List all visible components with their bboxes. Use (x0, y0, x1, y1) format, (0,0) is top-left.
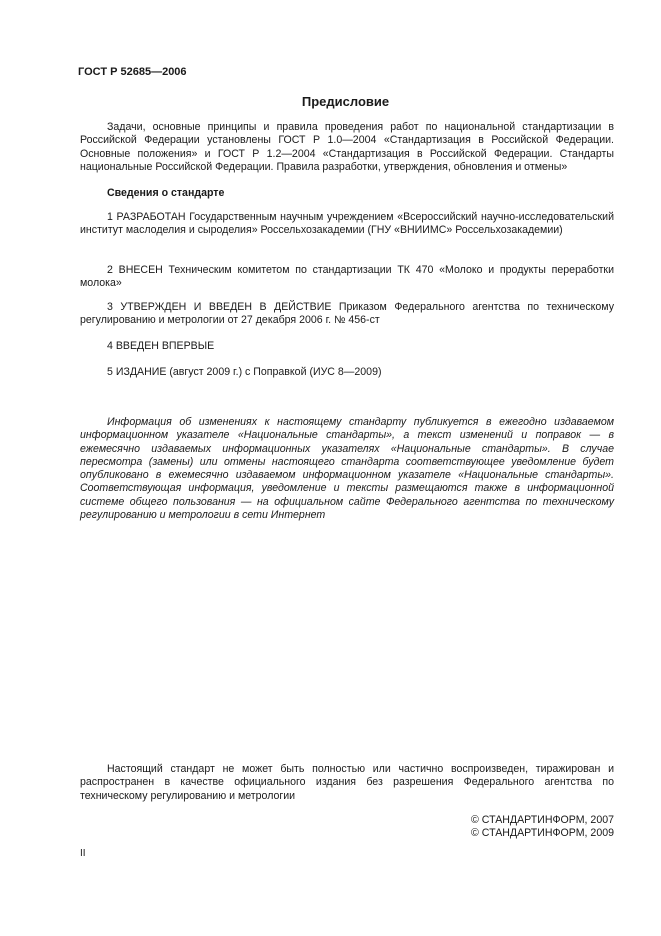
list-item: 3 УТВЕРЖДЕН И ВВЕДЕН В ДЕЙСТВИЕ Приказом Федерального агентства по техническому регулированию и метрологии от 27 декабря 2006 г. № 456-ст (80, 301, 614, 327)
copyright-block (471, 814, 614, 841)
info-paragraph (80, 416, 614, 522)
intro-text: Задачи, основные принципы и правила проведения работ по национальной стандартизации в Российской Федерации установлены ГОСТ Р 1.0—2004 «Стандартизация в Российской Федерации. Основные положения» и ГОСТ Р 1.2—2004 «Стандартизация в Российской Федерации. Стандарты национальные Российской Федерации. Правила разработки, утверждения, обновления и отмены» (80, 121, 614, 173)
list-item: 5 ИЗДАНИЕ (август 2009 г.) с Поправкой (ИУС 8—2009) (107, 366, 382, 378)
notice-paragraph (80, 763, 614, 803)
info-text: Информация об изменениях к настоящему стандарту публикуется в ежегодно издаваемом информационном указателе «Национальные стандарты», а текст изменений и поправок — в ежемесячно издаваемых информационных указателях «Национальные стандарты». В случае пересмотра (замены) или отмены настоящего стандарта соответствующее уведомление будет опубликовано в ежемесячно издаваемом информационном указателе «Национальные стандарты». Соответствующая информация, уведомление и тексты размещаются также в информационной системе общего пользования — на официальном сайте Федерального агентства по техническому регулированию и метрологии в сети Интернет (80, 416, 614, 522)
copyright-line: © СТАНДАРТИНФОРМ, 2009 (471, 827, 614, 840)
list-item: 4 ВВЕДЕН ВПЕРВЫЕ (107, 340, 215, 352)
intro-paragraph (80, 121, 614, 174)
document-header: ГОСТ Р 52685—2006 (78, 66, 187, 78)
notice-text: Настоящий стандарт не может быть полностью или частично воспроизведен, тиражирован и распространен в качестве официального издания без разрешения Федерального агентства по техническому регулированию и метрологии (80, 763, 614, 802)
subheading: Сведения о стандарте (107, 187, 225, 199)
list-item: 2 ВНЕСЕН Техническим комитетом по стандартизации ТК 470 «Молоко и продукты переработки молока» (80, 264, 614, 290)
list-item: 1 РАЗРАБОТАН Государственным научным учреждением «Всероссийский научно-исследовательский институт маслоделия и сыроделия» Россельхозакадемии (ГНУ «ВНИИМС» Россельхозакадемии) (80, 211, 614, 237)
page-title: Предисловие (301, 94, 390, 109)
page-number: II (80, 848, 86, 859)
copyright-line: © СТАНДАРТИНФОРМ, 2007 (471, 814, 614, 826)
